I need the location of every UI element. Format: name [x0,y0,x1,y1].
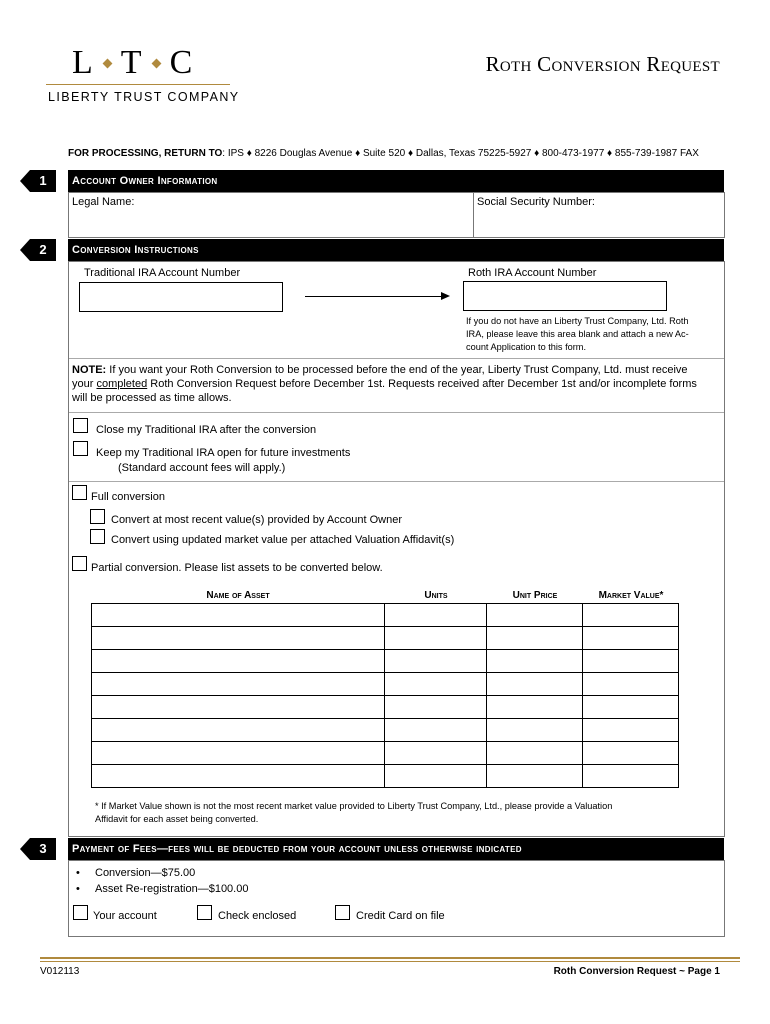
asset-name-cell[interactable] [92,696,385,719]
divider [69,412,724,413]
close-ira-label: Close my Traditional IRA after the conversion [96,424,317,436]
fee-reregistration: Asset Re-registration—$100.00 [95,883,249,895]
section-number-1: 1 [30,170,56,192]
roth-ira-note [466,315,689,354]
note-label: NOTE: [72,364,107,376]
legal-name-field[interactable] [140,194,470,234]
market-value-cell[interactable] [583,673,679,696]
units-cell[interactable] [385,650,487,673]
keep-ira-checkbox[interactable] [73,441,88,456]
processing-details: : IPS ♦ 8226 Douglas Avenue ♦ Suite 520 ♦ Dallas, Texas 75225-5927 ♦ 800-473-1977 ♦ 855-739-1987 FAX [222,148,699,159]
pay-account-checkbox[interactable] [73,905,88,920]
processing-address [68,148,728,159]
fee-list [76,865,248,897]
column-header-unit-price: Unit Price [512,590,558,601]
ssn-field[interactable] [600,194,722,234]
roth-note-line: count Application to this form. [466,342,587,352]
ssn-label: Social Security Number: [477,196,595,208]
pay-account-label: Your account [93,910,157,922]
partial-conversion-label: Partial conversion. Please list assets to be converted below. [91,562,383,574]
market-value-cell[interactable] [583,719,679,742]
unit-price-cell[interactable] [487,650,583,673]
units-cell[interactable] [385,765,487,788]
column-header-name: Name of Asset [206,590,270,601]
pay-card-checkbox[interactable] [335,905,350,920]
asset-name-cell[interactable] [92,765,385,788]
unit-price-cell[interactable] [487,765,583,788]
table-row [92,604,679,627]
pay-card-label: Credit Card on file [356,910,445,922]
fee-conversion: Conversion—$75.00 [95,867,196,879]
asset-name-cell[interactable] [92,673,385,696]
processing-label: FOR PROCESSING, RETURN TO [68,148,223,159]
processing-note [72,363,722,405]
units-cell[interactable] [385,627,487,650]
units-cell[interactable] [385,604,487,627]
traditional-ira-label: Traditional IRA Account Number [84,267,241,279]
fee-item: • Conversion—$75.00 [76,867,196,879]
section-number-2: 2 [30,239,56,261]
logo-letter-c: C [169,44,194,81]
market-value-footnote [95,800,612,826]
divider [69,481,724,482]
units-cell[interactable] [385,742,487,765]
diamond-icon [102,58,112,68]
roth-ira-label: Roth IRA Account Number [468,267,597,279]
footer-divider [40,961,740,962]
keep-ira-sublabel: (Standard account fees will apply.) [118,462,286,474]
table-row [92,742,679,765]
note-text: If you want your Roth Conversion to be processed before the end of the year, Liberty Trust Company, Ltd. must receive [106,364,688,376]
traditional-ira-input[interactable] [79,282,283,312]
table-row [92,696,679,719]
unit-price-cell[interactable] [487,604,583,627]
note-emphasis: completed [96,378,148,390]
table-row [92,673,679,696]
unit-price-cell[interactable] [487,742,583,765]
market-value-cell[interactable] [583,765,679,788]
asset-table [91,603,679,788]
arrow-right-icon [441,292,450,300]
footnote-line: Affidavit for each asset being converted. [95,814,259,824]
logo-letter-l: L [72,44,94,81]
updated-value-label: Convert using updated market value per attached Valuation Affidavit(s) [111,534,455,546]
asset-name-cell[interactable] [92,719,385,742]
roth-note-line: If you do not have an Liberty Trust Company, Ltd. Roth [466,316,689,326]
note-text: your [72,378,97,390]
market-value-cell[interactable] [583,604,679,627]
column-header-market-value: Market Value* [598,590,664,601]
section-header-payment: Payment of Fees—fees will be deducted from your account unless otherwise indicated [68,838,724,860]
asset-name-cell[interactable] [92,650,385,673]
legal-name-label: Legal Name: [72,196,135,208]
pay-check-checkbox[interactable] [197,905,212,920]
unit-price-cell[interactable] [487,719,583,742]
most-recent-value-checkbox[interactable] [90,509,105,524]
asset-name-cell[interactable] [92,627,385,650]
table-row [92,627,679,650]
units-cell[interactable] [385,673,487,696]
table-row [92,765,679,788]
note-text: will be processed as time allows. [72,392,232,404]
market-value-cell[interactable] [583,742,679,765]
section-number-3: 3 [30,838,56,860]
partial-conversion-checkbox[interactable] [72,556,87,571]
unit-price-cell[interactable] [487,696,583,719]
note-text: Roth Conversion Request before December 1st. Requests received after December 1st and/or incomplete forms [147,378,697,390]
section-header-account-owner: Account Owner Information [68,170,724,192]
most-recent-value-label: Convert at most recent value(s) provided by Account Owner [111,514,403,526]
roth-note-line: IRA, please leave this area blank and attach a new Ac- [466,329,689,339]
pay-check-label: Check enclosed [218,910,297,922]
company-name: LIBERTY TRUST COMPANY [48,90,240,104]
company-logo [72,44,212,82]
market-value-cell[interactable] [583,650,679,673]
full-conversion-label: Full conversion [91,491,165,503]
field-divider [473,192,474,238]
keep-ira-label: Keep my Traditional IRA open for future investments [96,447,351,459]
market-value-cell[interactable] [583,696,679,719]
fee-item: • Asset Re-registration—$100.00 [76,883,249,895]
logo-divider [46,84,230,85]
footer-divider [40,957,740,959]
units-cell[interactable] [385,719,487,742]
asset-name-cell[interactable] [92,742,385,765]
asset-name-cell[interactable] [92,604,385,627]
updated-value-checkbox[interactable] [90,529,105,544]
page-title: Roth Conversion Request [485,52,720,76]
units-cell[interactable] [385,696,487,719]
full-conversion-checkbox[interactable] [72,485,87,500]
close-ira-checkbox[interactable] [73,418,88,433]
table-row [92,650,679,673]
divider [69,358,724,359]
unit-price-cell[interactable] [487,627,583,650]
section-header-conversion: Conversion Instructions [68,239,724,261]
form-version: V012113 [40,966,80,977]
roth-ira-input[interactable] [463,281,667,311]
arrow-line [305,296,445,297]
table-row [92,719,679,742]
diamond-icon [151,58,161,68]
unit-price-cell[interactable] [487,673,583,696]
page-number: Roth Conversion Request ~ Page 1 [553,966,720,977]
market-value-cell[interactable] [583,627,679,650]
column-header-units: Units [424,590,448,601]
logo-letter-t: T [120,44,143,81]
footnote-line: * If Market Value shown is not the most recent market value provided to Liberty Trust Company, Ltd., please provide a Valuation [95,801,613,811]
